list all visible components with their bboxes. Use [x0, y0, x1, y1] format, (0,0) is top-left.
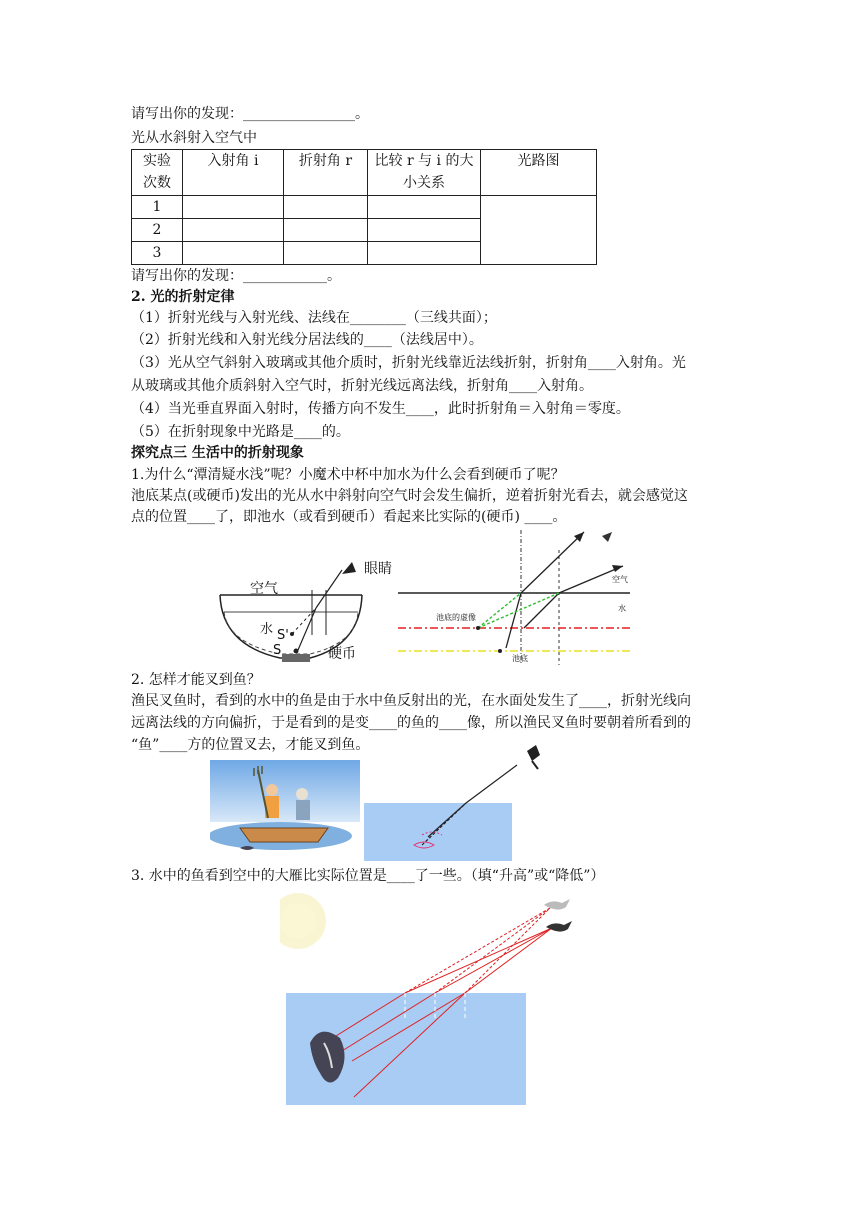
- law-title: 2. 光的折射定律: [131, 289, 235, 305]
- fig1-s-label: S: [273, 643, 282, 658]
- question-1: 1.为什么“潭清疑水浅”呢？小魔术中杯中加水为什么会看到硬币了呢？: [131, 467, 565, 483]
- answer-2-line1: 渔民叉鱼时，看到的水中的鱼是由于水中鱼反射出的光，在水面处发生了____，折射光线向: [131, 693, 691, 709]
- fig2-air-label: 空气: [612, 575, 628, 584]
- row-number: 3: [132, 242, 183, 265]
- fig1-coin-label: 硬币: [328, 646, 356, 662]
- fig2-virtual-image-label: 池底的虚像: [436, 613, 476, 622]
- fish-sees-goose-figure: [280, 893, 590, 1111]
- header-trial-count: 实验 次数: [132, 150, 183, 196]
- fig2-water-label: 水: [618, 604, 626, 613]
- header-incident-angle: 入射角 i: [183, 150, 284, 196]
- row-number: 1: [132, 196, 183, 219]
- question-3: 3. 水中的鱼看到空中的大雁比实际位置是____了一些。（填“升高”或“降低”）: [131, 868, 605, 884]
- cell-input[interactable]: [284, 242, 368, 265]
- law-item-3: （3）光从空气斜射入玻璃或其他介质时，折射光线靠近法线折射，折射角____入射角。光: [131, 355, 686, 371]
- row-number: 2: [132, 219, 183, 242]
- water-to-air-heading: 光从水斜射入空气中: [131, 130, 257, 146]
- fig1-air-label: 空气: [250, 581, 278, 597]
- answer-1-line2: 点的位置____了，即池水（或看到硬币）看起来比实际的(硬币) ____。: [131, 509, 567, 525]
- experiment-table: [131, 149, 597, 265]
- cell-input[interactable]: [284, 196, 368, 219]
- law-item-2: （2）折射光线和入射光线分居法线的____（法线居中）。: [131, 332, 483, 348]
- cell-input[interactable]: [183, 242, 284, 265]
- fisherman-boat-illustration: [210, 760, 360, 860]
- answer-2-line3: “鱼”____方的位置叉去，才能叉到鱼。: [131, 737, 370, 753]
- cell-input[interactable]: [183, 219, 284, 242]
- law-item-1: （1）折射光线与入射光线、法线在________（三线共面）；: [131, 310, 497, 326]
- explore3-title: 探究点三 生活中的折射现象: [131, 445, 304, 461]
- cell-input[interactable]: [284, 219, 368, 242]
- question-2: 2. 怎样才能叉到鱼？: [131, 672, 261, 688]
- law-item-3-cont: 从玻璃或其他介质斜射入空气时，折射光线远离法线，折射角____入射角。: [131, 378, 593, 394]
- fig1-water-label: 水: [260, 622, 274, 637]
- pool-bottom-figure: [398, 530, 638, 670]
- cell-input[interactable]: [183, 196, 284, 219]
- law-item-4: （4）当光垂直界面入射时，传播方向不发生____，此时折射角＝入射角＝零度。: [131, 401, 630, 417]
- header-compare: 比较 r 与 i 的大 小关系: [368, 150, 481, 196]
- fig1-s-prime-label: S': [277, 628, 289, 643]
- fig1-eye-label: 眼睛: [364, 561, 392, 577]
- fig2-bottom-label: 池底: [512, 654, 528, 663]
- cell-input[interactable]: [368, 242, 481, 265]
- law-item-5: （5）在折射现象中光路是____的。: [131, 424, 350, 440]
- answer-1-line1: 池底某点(或硬币)发出的光从水中斜射向空气时会发生偏折，逆着折射光看去，就会感觉这: [131, 488, 688, 504]
- light-path-cell[interactable]: [481, 196, 597, 265]
- cell-input[interactable]: [368, 219, 481, 242]
- finding-prompt-1: 请写出你的发现：________________。: [131, 106, 369, 122]
- header-refraction-angle: 折射角 r: [284, 150, 368, 196]
- answer-2-line2: 远离法线的方向偏折，于是看到的是变____的鱼的____像，所以渔民叉鱼时要朝着所看到的: [131, 715, 691, 731]
- finding-prompt-2: 请写出你的发现：____________。: [131, 268, 341, 284]
- spear-fish-figure: [362, 745, 552, 865]
- cell-input[interactable]: [368, 196, 481, 219]
- header-light-path: 光路图: [481, 150, 597, 196]
